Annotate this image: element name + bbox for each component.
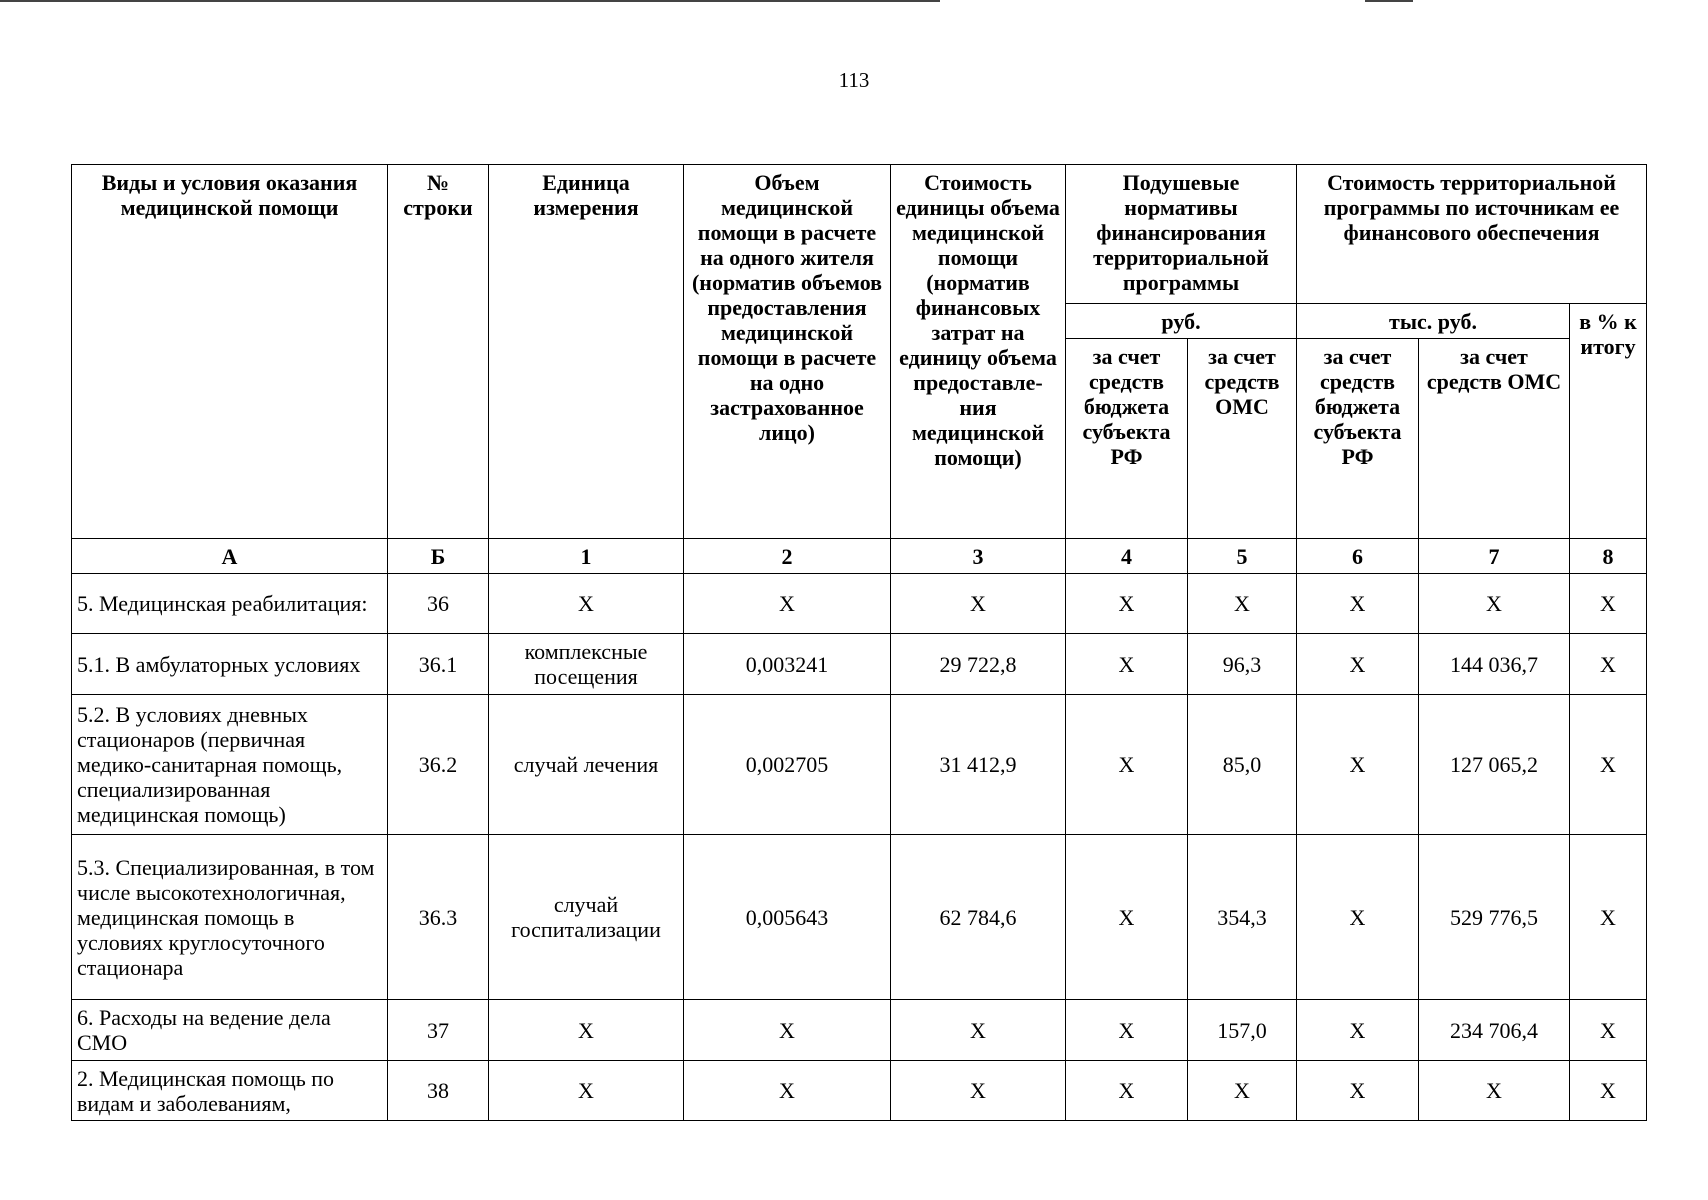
table-cell: 36.1 [388,634,489,695]
table-cell: Х [489,1000,684,1061]
header-volume: Объем медицинской помощи в расчете на одного жителя (норматив объемов предоставления медицинской помощи в расчете на одно застрахованное лицо) [684,165,891,539]
table-cell: Х [1297,835,1419,1000]
table-cell: Х [1066,1000,1188,1061]
table-cell: Х [1188,1061,1297,1121]
column-letter: А [72,539,388,574]
header-row-1 [72,165,1647,304]
column-letter: 5 [1188,539,1297,574]
page-number: 113 [838,68,870,92]
table-cell: Х [489,574,684,634]
table-cell: Х [1188,574,1297,634]
table-cell: случай госпитализации [489,835,684,1000]
table-cell: Х [1570,1000,1647,1061]
table-cell: Х [1297,574,1419,634]
table-cell: Х [1419,1061,1570,1121]
table-cell: 0,005643 [684,835,891,1000]
column-letter: 8 [1570,539,1647,574]
table-cell: 38 [388,1061,489,1121]
table-cell: 0,002705 [684,695,891,835]
table-cell: 96,3 [1188,634,1297,695]
table-cell: комплексные посещения [489,634,684,695]
table-cell: 36 [388,574,489,634]
header-unit-cost: Стоимость единицы объема медицинской помощи (норматив финансовых затрат на единицу объема предоставле-ния медицинской помощи) [891,165,1066,539]
table-cell: 37 [388,1000,489,1061]
column-letter: 3 [891,539,1066,574]
header-kind: Виды и условия оказания медицинской помощи [72,165,388,539]
table-cell: 144 036,7 [1419,634,1570,695]
column-letter: 7 [1419,539,1570,574]
table-cell: Х [1570,835,1647,1000]
header-unit: Единица измерения [489,165,684,539]
header-thous-rub: тыс. руб. [1297,304,1570,339]
table-cell: Х [1297,634,1419,695]
table-cell: 29 722,8 [891,634,1066,695]
column-letter: 2 [684,539,891,574]
table-row [72,835,1647,1000]
table-row [72,574,1647,634]
table-row [72,1061,1647,1121]
header-oms-rub: за счет средств ОМС [1188,339,1297,539]
table-cell: 31 412,9 [891,695,1066,835]
table-cell: Х [1570,634,1647,695]
row-name: 5.3. Специализированная, в том числе высокотехнологичная, медицинская помощь в условиях круглосуточного стационара [72,835,388,1000]
table-cell: 529 776,5 [1419,835,1570,1000]
table-cell: Х [1297,1000,1419,1061]
scan-edge-line-left [0,0,940,2]
table-row [72,1000,1647,1061]
row-name: 5. Медицинская реабилитация: [72,574,388,634]
row-name: 5.1. В амбулаторных условиях [72,634,388,695]
table-cell: Х [1297,695,1419,835]
header-rub: руб. [1066,304,1297,339]
column-letter: 4 [1066,539,1188,574]
table-cell: Х [1066,574,1188,634]
table-cell: Х [684,1000,891,1061]
table-cell: Х [1066,634,1188,695]
table-cell: Х [891,574,1066,634]
table-cell: Х [1419,574,1570,634]
table-cell: 0,003241 [684,634,891,695]
column-letters-row [72,539,1647,574]
table-cell: Х [891,1000,1066,1061]
table-cell: Х [684,1061,891,1121]
table-cell: Х [891,1061,1066,1121]
table-cell: 234 706,4 [1419,1000,1570,1061]
header-row-number: № строки [388,165,489,539]
row-name: 6. Расходы на ведение дела СМО [72,1000,388,1061]
table-row [72,695,1647,835]
table-cell: Х [1570,695,1647,835]
table-cell: Х [1297,1061,1419,1121]
header-budget-thous: за счет средств бюджета субъекта РФ [1297,339,1419,539]
table-cell: 85,0 [1188,695,1297,835]
table-cell: 127 065,2 [1419,695,1570,835]
table-cell: Х [1570,1061,1647,1121]
financing-norms-table [71,164,1647,1121]
table-cell: 36.2 [388,695,489,835]
table-cell: Х [684,574,891,634]
table-cell: 36.3 [388,835,489,1000]
table-cell: 62 784,6 [891,835,1066,1000]
table-cell: 354,3 [1188,835,1297,1000]
table-row [72,634,1647,695]
row-name: 2. Медицинская помощь по видам и заболеваниям, [72,1061,388,1121]
column-letter: Б [388,539,489,574]
header-budget-rub: за счет средств бюджета субъекта РФ [1066,339,1188,539]
table-cell: Х [489,1061,684,1121]
column-letter: 1 [489,539,684,574]
row-name: 5.2. В условиях дневных стационаров (первичная медико-санитарная помощь, специализированная медицинская помощь) [72,695,388,835]
header-program-cost: Стоимость территориальной программы по источникам ее финансового обеспечения [1297,165,1647,304]
scan-edge-line-right [1365,0,1413,2]
table-cell: 157,0 [1188,1000,1297,1061]
table-cell: Х [1570,574,1647,634]
header-percent: в % к итогу [1570,304,1647,539]
header-per-capita: Подушевые нормативы финансирования территориальной программы [1066,165,1297,304]
header-oms-thous: за счет средств ОМС [1419,339,1570,539]
table-cell: Х [1066,835,1188,1000]
table-cell: Х [1066,695,1188,835]
table-cell: Х [1066,1061,1188,1121]
table-cell: случай лечения [489,695,684,835]
column-letter: 6 [1297,539,1419,574]
